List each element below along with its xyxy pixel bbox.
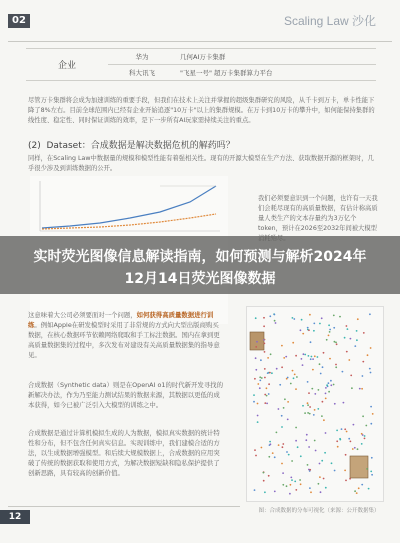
- scatter-point: [255, 357, 257, 359]
- scatter-point: [370, 423, 372, 425]
- scatter-point: [296, 376, 298, 378]
- scatter-point: [259, 387, 261, 389]
- scatter-point: [294, 374, 296, 376]
- page-header: [0, 0, 400, 40]
- scatter-point: [336, 430, 338, 432]
- scatter-point: [264, 368, 266, 370]
- scatter-point: [369, 313, 371, 315]
- scatter-point: [255, 346, 257, 348]
- scatter-point: [333, 327, 335, 329]
- scatter-point: [330, 384, 332, 386]
- scatter-point: [308, 446, 310, 448]
- scatter-point: [341, 428, 343, 430]
- scatter-point: [333, 384, 335, 386]
- scatter-point: [310, 491, 312, 493]
- figure-caption: 图：合成数据的分布可视化（来源：公开数据集）: [258, 508, 380, 514]
- scatter-point: [361, 484, 363, 486]
- scatter-point: [342, 371, 344, 373]
- scatter-point: [268, 393, 270, 395]
- scatter-point: [346, 351, 348, 353]
- scatter-point: [315, 450, 317, 452]
- scatter-point: [354, 490, 356, 492]
- scatter-point: [307, 412, 309, 414]
- scatter-point: [335, 364, 337, 366]
- scatter-point: [306, 434, 308, 436]
- scatter-point: [320, 373, 322, 375]
- scatter-point: [266, 395, 268, 397]
- scatter-point: [278, 444, 280, 446]
- scatter-point: [361, 443, 363, 445]
- scatter-point: [321, 415, 323, 417]
- scatter-point: [337, 446, 339, 448]
- scatter-point: [323, 352, 325, 354]
- scatter-point: [350, 441, 352, 443]
- scatter-point: [310, 341, 312, 343]
- highlight-text: 如何获得高质量数据进行训练: [28, 311, 214, 329]
- scatter-point: [309, 469, 311, 471]
- scatter-point: [350, 338, 352, 340]
- growth-chart: [30, 176, 228, 236]
- scatter-point: [259, 380, 261, 382]
- scatter-point: [304, 354, 306, 356]
- scatter-point: [348, 359, 350, 361]
- scatter-point: [274, 314, 276, 316]
- sample-thumbnail: [350, 456, 368, 478]
- scatter-point: [274, 456, 276, 458]
- scatter-point: [271, 372, 273, 374]
- header-brand: Scaling Law 沙化: [283, 14, 376, 28]
- scatter-point: [328, 391, 330, 393]
- scatter-point: [354, 345, 356, 347]
- scatter-point: [302, 364, 304, 366]
- scatter-point: [325, 387, 327, 389]
- scatter-point: [264, 343, 266, 345]
- scatter-point: [331, 462, 333, 464]
- scatter-point: [289, 493, 291, 495]
- scatter-point: [261, 447, 263, 449]
- scatter-point: [311, 356, 313, 358]
- scatter-point: [351, 387, 353, 389]
- scatter-point: [255, 369, 257, 371]
- scatter-point: [264, 394, 266, 396]
- scatter-point: [272, 452, 274, 454]
- scatter-point: [321, 317, 323, 319]
- scatter-point: [255, 455, 257, 457]
- section-number: (2): [28, 141, 41, 151]
- scatter-point: [300, 329, 302, 331]
- scatter-point: [328, 382, 330, 384]
- scatter-point: [290, 383, 292, 385]
- scatter-point: [365, 425, 367, 427]
- scatter-point: [268, 383, 270, 385]
- paragraph-5: 合成数据是通过计算机模拟生成的人为数据，模拟真实数据的统计特性和分布，但不包含任何真实信息。实现训练中，我们建模合适的方法，以生成数据增强模型。和后续大规模数据上，合成数据的应用突破了传统的数据获取和使用方式，为解决数据短缺和隐私保护提供了创新思路，具有较高的创新价值。: [28, 429, 220, 477]
- table-cell-org: 华为: [108, 49, 176, 65]
- scatter-point: [314, 409, 316, 411]
- scatter-point: [263, 325, 265, 327]
- scatter-point: [291, 460, 293, 462]
- scatter-point: [270, 353, 272, 355]
- scatter-point: [329, 331, 331, 333]
- scatter-point: [256, 341, 258, 343]
- scatter-point: [362, 361, 364, 363]
- scatter-plot: [246, 306, 384, 502]
- scatter-point: [282, 472, 284, 474]
- scatter-point: [359, 388, 361, 390]
- section-title: Dataset：合成数据是解决数据危机的解药吗？: [46, 141, 235, 151]
- scatter-point: [307, 327, 309, 329]
- scatter-point: [313, 323, 315, 325]
- scatter-point: [368, 488, 370, 490]
- scatter-point: [295, 440, 297, 442]
- scatter-point: [313, 414, 315, 416]
- scatter-point: [309, 487, 311, 489]
- scatter-point: [346, 431, 348, 433]
- scatter-point: [350, 375, 352, 377]
- scatter-point: [370, 347, 372, 349]
- scatter-point: [282, 446, 284, 448]
- scatter-point: [268, 456, 270, 458]
- scatter-point: [293, 318, 295, 320]
- footer-divider: [8, 506, 240, 507]
- scatter-point: [287, 401, 289, 403]
- scatter-point: [317, 356, 319, 358]
- scatter-point: [281, 426, 283, 428]
- scatter-point: [254, 489, 256, 491]
- scatter-point: [297, 446, 299, 448]
- scatter-point: [301, 358, 303, 360]
- scatter-point: [268, 475, 270, 477]
- scatter-point: [292, 370, 294, 372]
- scatter-point: [366, 468, 368, 470]
- scatter-point: [324, 452, 326, 454]
- scatter-point: [320, 491, 322, 493]
- scatter-point: [295, 388, 297, 390]
- scatter-point: [325, 398, 327, 400]
- scatter-point: [319, 363, 321, 365]
- scatter-point: [322, 366, 324, 368]
- scatter-point: [322, 401, 324, 403]
- scatter-point: [358, 487, 360, 489]
- scatter-point: [282, 484, 284, 486]
- paragraph-4: 合成数据（Synthetic data）则是在OpenAI o1的时代新开发寻找的新解决办法，作为乃至能力测试结果的数据来源，其数据以更低的成本获得，如今已被广泛引入大模型的训练之中。: [28, 381, 223, 409]
- scatter-point: [274, 320, 276, 322]
- scatter-point: [259, 376, 261, 378]
- scatter-point: [264, 491, 266, 493]
- scatter-point: [336, 440, 338, 442]
- scatter-point: [347, 328, 349, 330]
- scatter-point: [278, 408, 280, 410]
- scatter-point: [357, 318, 359, 320]
- section-heading: [28, 138, 235, 151]
- paragraph-3-rest: 。例如Apple在研发模型时采用了非常规的方式向大型出版商购买数据，在核心数据环节依赖网络爬取和手工标注数据。国内在拿到更高质量数据集的过程中，多次发布对建设有关高质量数据集的指导意见。: [28, 321, 220, 359]
- scatter-point: [281, 415, 283, 417]
- scatter-point: [353, 424, 355, 426]
- scatter-point: [264, 351, 266, 353]
- paragraph-1: 尽管万卡集群将会成为加速训练的重要手段，但我们在技术上关注并掌握的超级集群研究的风险，从千卡到万卡，单卡性能下降了8%左右。目前全球范围内已经有企业开始追逐"10万卡"以上的集群规模。在万卡到10万卡的攀升中，如何能保持集群的线性度、稳定性、同时保证训练的效率，是下一步所有AI玩家需持续关注的重点。: [28, 97, 375, 124]
- scatter-point: [344, 337, 346, 339]
- scatter-point: [269, 441, 271, 443]
- scatter-point: [300, 455, 302, 457]
- scatter-point: [266, 387, 268, 389]
- scatter-point: [370, 406, 372, 408]
- scatter-point: [266, 403, 268, 405]
- scatter-point: [335, 366, 337, 368]
- scatter-point: [286, 451, 288, 453]
- table-category-cell: 企业: [26, 49, 108, 81]
- banner-title-line-1: 实时荧光图像信息解读指南，如何预测与解析2024年: [33, 249, 367, 265]
- scatter-point: [309, 314, 311, 316]
- scatter-point: [301, 319, 303, 321]
- scatter-point: [282, 443, 284, 445]
- scatter-point: [307, 381, 309, 383]
- scatter-point: [319, 323, 321, 325]
- scatter-point: [361, 388, 363, 390]
- scatter-point: [317, 408, 319, 410]
- scatter-point: [334, 470, 336, 472]
- scatter-point: [312, 369, 314, 371]
- scatter-point: [267, 357, 269, 359]
- scatter-point: [292, 317, 294, 319]
- scatter-point: [329, 329, 331, 331]
- scatter-point: [326, 339, 328, 341]
- scatter-point: [287, 419, 289, 421]
- scatter-point: [309, 413, 311, 415]
- scatter-point: [307, 402, 309, 404]
- scatter-point: [292, 342, 294, 344]
- scatter-point: [334, 403, 336, 405]
- scatter-point: [309, 406, 311, 408]
- scatter-point: [267, 372, 269, 374]
- scatter-point: [314, 355, 316, 357]
- scatter-point: [257, 383, 259, 385]
- title-banner: [0, 236, 400, 294]
- scatter-point: [288, 454, 290, 456]
- scatter-point: [257, 415, 259, 417]
- scatter-point: [254, 449, 256, 451]
- scatter-point: [354, 447, 356, 449]
- page-number-badge: 02: [8, 14, 30, 28]
- scatter-point: [260, 359, 262, 361]
- scatter-point: [290, 484, 292, 486]
- scatter-point: [286, 485, 288, 487]
- scatter-point: [362, 415, 364, 417]
- scatter-point: [363, 332, 365, 334]
- scatter-point: [295, 355, 297, 357]
- paragraph-2: 同样，在Scaling Law中数据量的规模和模型性能有着强相关性。现有的开源大模型在生产方法、获取数据开源的框架时，几乎很少涉及到训练数据的公开。: [28, 155, 374, 172]
- scatter-point: [336, 343, 338, 345]
- table-cell-model: "飞星一号" 超万卡集群算力平台: [176, 65, 376, 81]
- scatter-point: [356, 492, 358, 494]
- scatter-point: [312, 358, 314, 360]
- banner-title-line-2: 12月14日荧光图像数据: [124, 271, 276, 287]
- scatter-point: [253, 401, 255, 403]
- scatter-point: [318, 389, 320, 391]
- scatter-point: [313, 330, 315, 332]
- scatter-point: [362, 375, 364, 377]
- scatter-point: [303, 353, 305, 355]
- scatter-point: [333, 315, 335, 317]
- scatter-point: [300, 483, 302, 485]
- scatter-point: [329, 358, 331, 360]
- scatter-point: [319, 476, 321, 478]
- scatter-point: [356, 330, 358, 332]
- scatter-point: [369, 368, 371, 370]
- scatter-point: [257, 421, 259, 423]
- scatter-point: [254, 378, 256, 380]
- scatter-point: [276, 432, 278, 434]
- scatter-point: [370, 372, 372, 374]
- scatter-point: [299, 479, 301, 481]
- scatter-point: [257, 403, 259, 405]
- scatter-point: [263, 317, 265, 319]
- scatter-point: [345, 454, 347, 456]
- scatter-point: [334, 341, 336, 343]
- scatter-point: [305, 439, 307, 441]
- scatter-point: [307, 404, 309, 406]
- scatter-point: [345, 480, 347, 482]
- scatter-point: [264, 402, 266, 404]
- scatter-point: [339, 438, 341, 440]
- scatter-point: [279, 384, 281, 386]
- company-table: [26, 48, 376, 81]
- scatter-point: [361, 433, 363, 435]
- scatter-point: [307, 329, 309, 331]
- scatter-point: [326, 384, 328, 386]
- scatter-point: [304, 412, 306, 414]
- scatter-point: [270, 443, 272, 445]
- scatter-point: [323, 478, 325, 480]
- scatter-point: [314, 393, 316, 395]
- scatter-point: [346, 325, 348, 327]
- scatter-point: [275, 322, 277, 324]
- scatter-point: [302, 405, 304, 407]
- scatter-point: [261, 377, 263, 379]
- scatter-point: [325, 393, 327, 395]
- scatter-point: [269, 372, 271, 374]
- scatter-point: [371, 457, 373, 459]
- scatter-point: [294, 481, 296, 483]
- scatter-point: [264, 377, 266, 379]
- scatter-point: [339, 316, 341, 318]
- scatter-point: [321, 460, 323, 462]
- scatter-point: [253, 394, 255, 396]
- scatter-point: [335, 342, 337, 344]
- scatter-point: [284, 398, 286, 400]
- scatter-point: [308, 355, 310, 357]
- scatter-point: [349, 478, 351, 480]
- scatter-point: [295, 427, 297, 429]
- scatter-point: [281, 345, 283, 347]
- scatter-point: [352, 448, 354, 450]
- scatter-point: [276, 368, 278, 370]
- scatter-point: [343, 402, 345, 404]
- scatter-figure: [246, 306, 384, 502]
- footer-page-number: 12: [0, 510, 30, 524]
- scatter-point: [328, 324, 330, 326]
- paragraph-3-prefix: 这意味着大公司必须要面对一个问题，: [28, 311, 137, 319]
- header-divider: [8, 41, 392, 42]
- scatter-point: [287, 377, 289, 379]
- scatter-point: [364, 435, 366, 437]
- scatter-point: [263, 480, 265, 482]
- table-cell-model: 几何AI万卡集群: [176, 49, 376, 65]
- scatter-point: [356, 339, 358, 341]
- scatter-point: [290, 477, 292, 479]
- scatter-point: [328, 335, 330, 337]
- scatter-point: [302, 333, 304, 335]
- scatter-point: [371, 474, 373, 476]
- scatter-point: [372, 413, 374, 415]
- scatter-point: [311, 388, 313, 390]
- scatter-point: [344, 428, 346, 430]
- table-cell-org: 科大讯飞: [108, 65, 176, 81]
- scatter-point: [274, 491, 276, 493]
- scatter-point: [285, 356, 287, 358]
- scatter-point: [325, 432, 327, 434]
- scatter-point: [263, 472, 265, 474]
- scatter-point: [344, 470, 346, 472]
- scatter-point: [330, 380, 332, 382]
- scatter-point: [281, 366, 283, 368]
- scatter-point: [357, 448, 359, 450]
- scatter-point: [307, 464, 309, 466]
- scatter-point: [291, 479, 293, 481]
- scatter-point: [319, 463, 321, 465]
- scatter-point: [364, 438, 366, 440]
- scatter-point: [293, 377, 295, 379]
- scatter-point: [308, 392, 310, 394]
- scatter-point: [295, 489, 297, 491]
- scatter-point: [323, 419, 325, 421]
- scatter-point: [281, 463, 283, 465]
- scatter-point: [314, 440, 316, 442]
- scatter-point: [283, 357, 285, 359]
- side-paragraph: 我们必须要意识到一个问题，也许有一天我们会耗尽现有的高质量数据，有估计称高质量人类生产的文本存量约为3万亿个token，预计在2026至2032年间被大模型: [258, 195, 378, 232]
- scatter-point: [269, 315, 271, 317]
- scatter-point: [283, 407, 285, 409]
- scatter-point: [255, 317, 257, 319]
- scatter-point: [370, 471, 372, 473]
- scatter-point: [325, 487, 327, 489]
- scatter-point: [367, 354, 369, 356]
- table-row: [26, 49, 376, 65]
- scatter-point: [263, 339, 265, 341]
- scatter-point: [348, 438, 350, 440]
- scatter-point: [310, 358, 312, 360]
- scatter-point: [318, 483, 320, 485]
- paragraph-3: [28, 310, 224, 360]
